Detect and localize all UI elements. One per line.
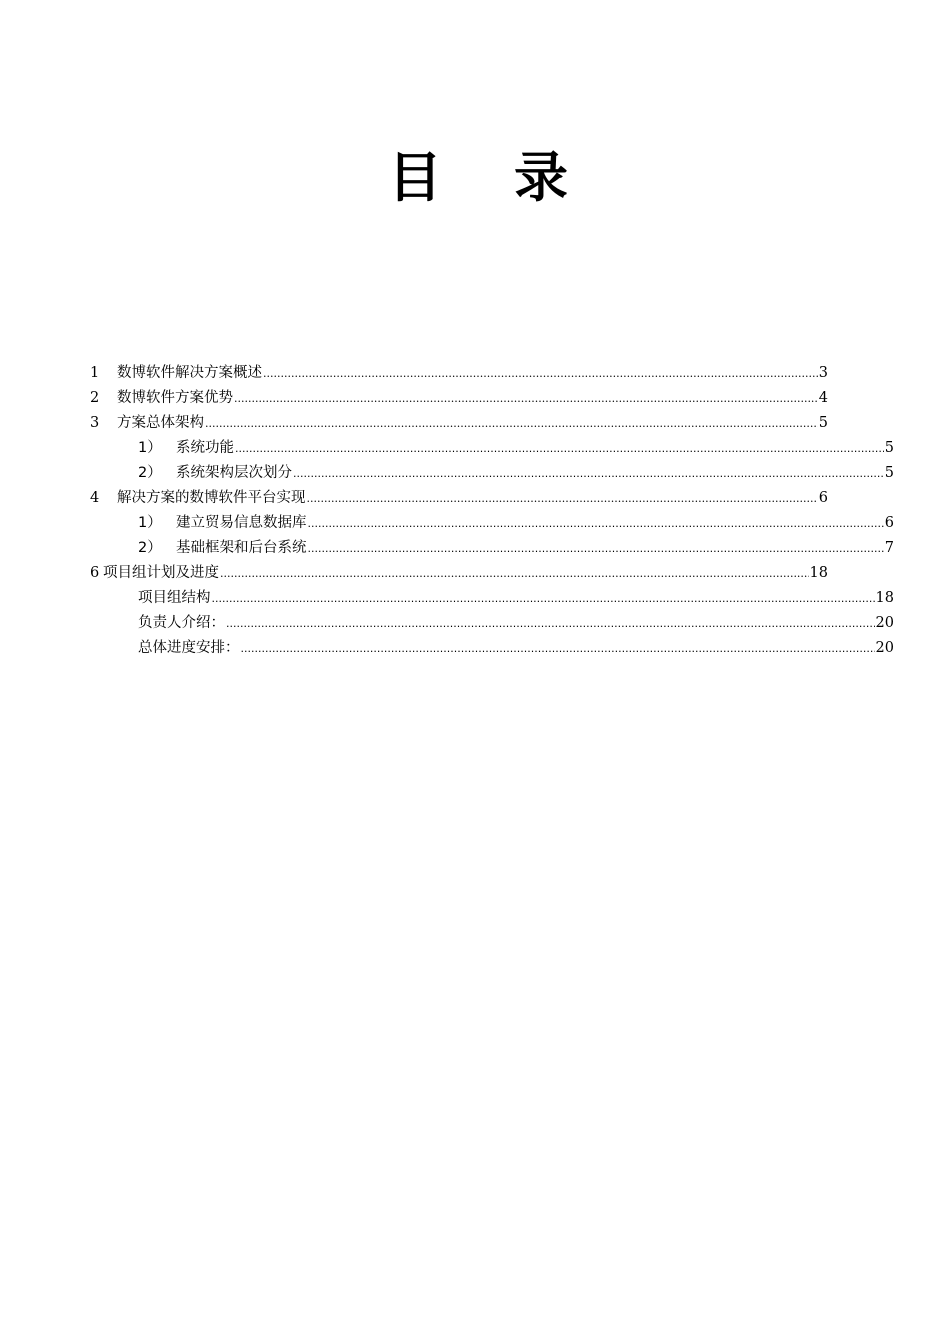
title-char-1: 目 — [388, 146, 442, 209]
toc-dot-leader — [308, 538, 884, 560]
toc-entry-label: 数博软件方案优势 — [117, 390, 233, 406]
toc-entry[interactable] — [90, 362, 828, 384]
toc-entry-label: 解决方案的数博软件平台实现 — [117, 490, 306, 506]
toc-dot-leader — [226, 613, 875, 635]
toc-entry-label: 基础框架和后台系统 — [176, 540, 307, 556]
toc-dot-leader — [212, 588, 875, 610]
toc-entry-page: 5 — [884, 440, 894, 456]
toc-entry[interactable] — [138, 537, 894, 559]
toc-dot-leader — [308, 513, 884, 535]
toc-entry-label: 总体进度安排： — [138, 640, 240, 656]
toc-entry-number: 1） — [138, 515, 162, 531]
toc-entry[interactable] — [138, 437, 894, 459]
toc-entry-number: 3 — [90, 415, 100, 431]
toc-entry[interactable] — [90, 562, 828, 584]
toc-dot-leader — [241, 638, 875, 660]
toc-entry[interactable] — [90, 487, 828, 509]
toc-entry-label: 数博软件解决方案概述 — [117, 365, 262, 381]
toc-dot-leader — [205, 413, 818, 435]
toc-entry-page: 7 — [884, 540, 894, 556]
toc-entry-label: 负责人介绍： — [138, 615, 225, 631]
toc-dot-leader — [220, 563, 809, 585]
toc-entry-number: 1） — [138, 440, 162, 456]
toc-entry[interactable] — [138, 612, 894, 634]
toc-entry-number: 1 — [90, 365, 100, 381]
toc-dot-leader — [307, 488, 818, 510]
toc-entry-number: 2） — [138, 465, 162, 481]
toc-entry[interactable] — [90, 412, 828, 434]
toc-entry-page: 18 — [875, 590, 894, 606]
toc-entry-label: 系统架构层次划分 — [176, 465, 292, 481]
toc-entry-page: 4 — [818, 390, 828, 406]
title-char-2: 录 — [514, 146, 568, 209]
toc-entry-number: 2） — [138, 540, 162, 556]
toc-entry[interactable] — [138, 637, 894, 659]
toc-entry-page: 5 — [818, 415, 828, 431]
toc-entry-label: 建立贸易信息数据库 — [176, 515, 307, 531]
toc-entry-label: 系统功能 — [176, 440, 234, 456]
page-title — [0, 138, 950, 218]
toc-entry-page: 3 — [818, 365, 828, 381]
toc-entry[interactable] — [90, 387, 828, 409]
toc-entry[interactable] — [138, 587, 894, 609]
toc-entry-number: 2 — [90, 390, 100, 406]
toc-entry[interactable] — [138, 512, 894, 534]
toc-entry-number: 6 — [90, 565, 100, 581]
toc-entry-number: 4 — [90, 490, 100, 506]
toc-entry-page: 20 — [875, 615, 894, 631]
toc-entry-page: 6 — [818, 490, 828, 506]
toc-dot-leader — [235, 438, 884, 460]
toc-entry-page: 5 — [884, 465, 894, 481]
toc-entry-page: 18 — [809, 565, 828, 581]
toc-dot-leader — [263, 363, 818, 385]
toc-entry-label: 项目组计划及进度 — [103, 565, 219, 581]
toc-entry-page: 20 — [875, 640, 894, 656]
toc-entry-label: 方案总体架构 — [117, 415, 204, 431]
toc-entry-label: 项目组结构 — [138, 590, 211, 606]
toc-entry-page: 6 — [884, 515, 894, 531]
toc-dot-leader — [293, 463, 884, 485]
toc-entry[interactable] — [138, 462, 894, 484]
toc-dot-leader — [234, 388, 818, 410]
